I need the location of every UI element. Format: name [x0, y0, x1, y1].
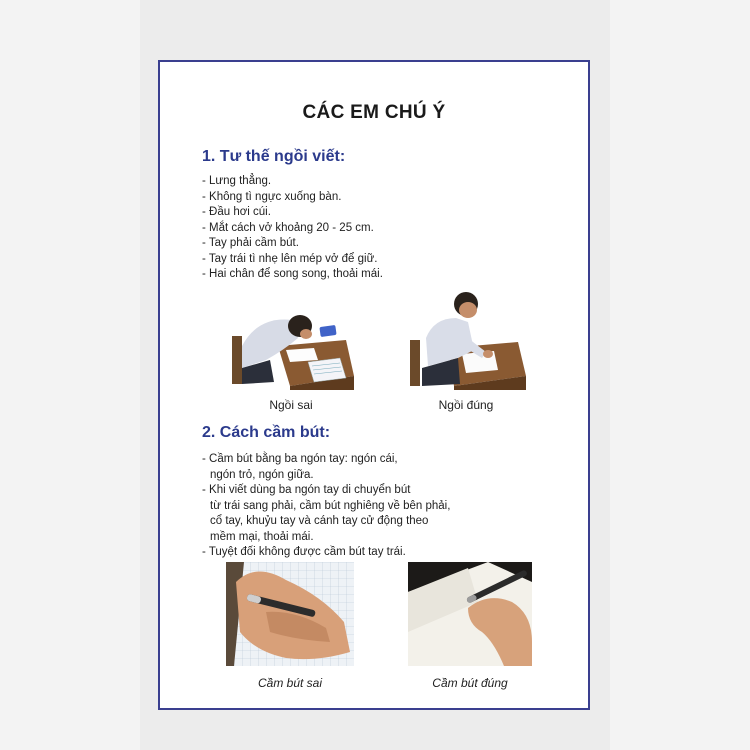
list-item: mềm mại, thoải mái.: [210, 530, 314, 543]
sitting-posture-list: [202, 174, 383, 283]
photo-sitting-right: [408, 288, 526, 390]
caption-pen-right: Cầm bút đúng: [432, 676, 508, 690]
section-heading-sitting-posture: 1. Tư thế ngồi viết:: [202, 148, 346, 165]
list-item: cổ tay, khuỷu tay và cánh tay cử động theo: [210, 515, 429, 527]
document-page: [158, 60, 590, 710]
pen-holding-list: [202, 452, 450, 561]
list-item: - Hai chân để song song, thoải mái.: [202, 268, 383, 280]
sitting-wrong-illustration: [228, 298, 354, 390]
list-item: - Mắt cách vở khoảng 20 - 25 cm.: [202, 221, 374, 234]
page-title: CÁC EM CHÚ Ý: [302, 102, 446, 123]
photo-pen-right: [408, 562, 532, 666]
caption-pen-wrong: Cầm bút sai: [257, 676, 323, 690]
pen-right-illustration: [408, 562, 532, 666]
list-item: - Khi viết dùng ba ngón tay di chuyển bút: [202, 484, 411, 496]
list-item: - Đầu hơi cúi.: [202, 206, 271, 218]
caption-sitting-wrong: Ngồi sai: [269, 398, 313, 412]
list-item: từ trái sang phải, cầm bút nghiêng về bên phải,: [210, 499, 451, 512]
list-item: - Lưng thẳng.: [202, 175, 272, 187]
photo-sitting-wrong: [228, 298, 354, 390]
list-item: - Tay phải cầm bút.: [202, 237, 299, 249]
pen-wrong-illustration: [226, 562, 354, 666]
list-item: - Cầm bút bằng ba ngón tay: ngón cái,: [202, 453, 398, 465]
list-item: - Tay trái tì nhẹ lên mép vở để giữ.: [202, 252, 378, 265]
list-item: - Không tì ngực xuống bàn.: [202, 190, 342, 203]
sitting-right-illustration: [408, 288, 526, 390]
photo-pen-wrong: [226, 562, 354, 666]
list-item: - Tuyệt đối không được cầm bút tay trái.: [202, 546, 406, 558]
list-item: ngón trỏ, ngón giữa.: [210, 468, 314, 481]
caption-sitting-right: Ngồi đúng: [438, 398, 494, 412]
section-heading-pen-holding: 2. Cách cầm bút:: [202, 424, 331, 441]
